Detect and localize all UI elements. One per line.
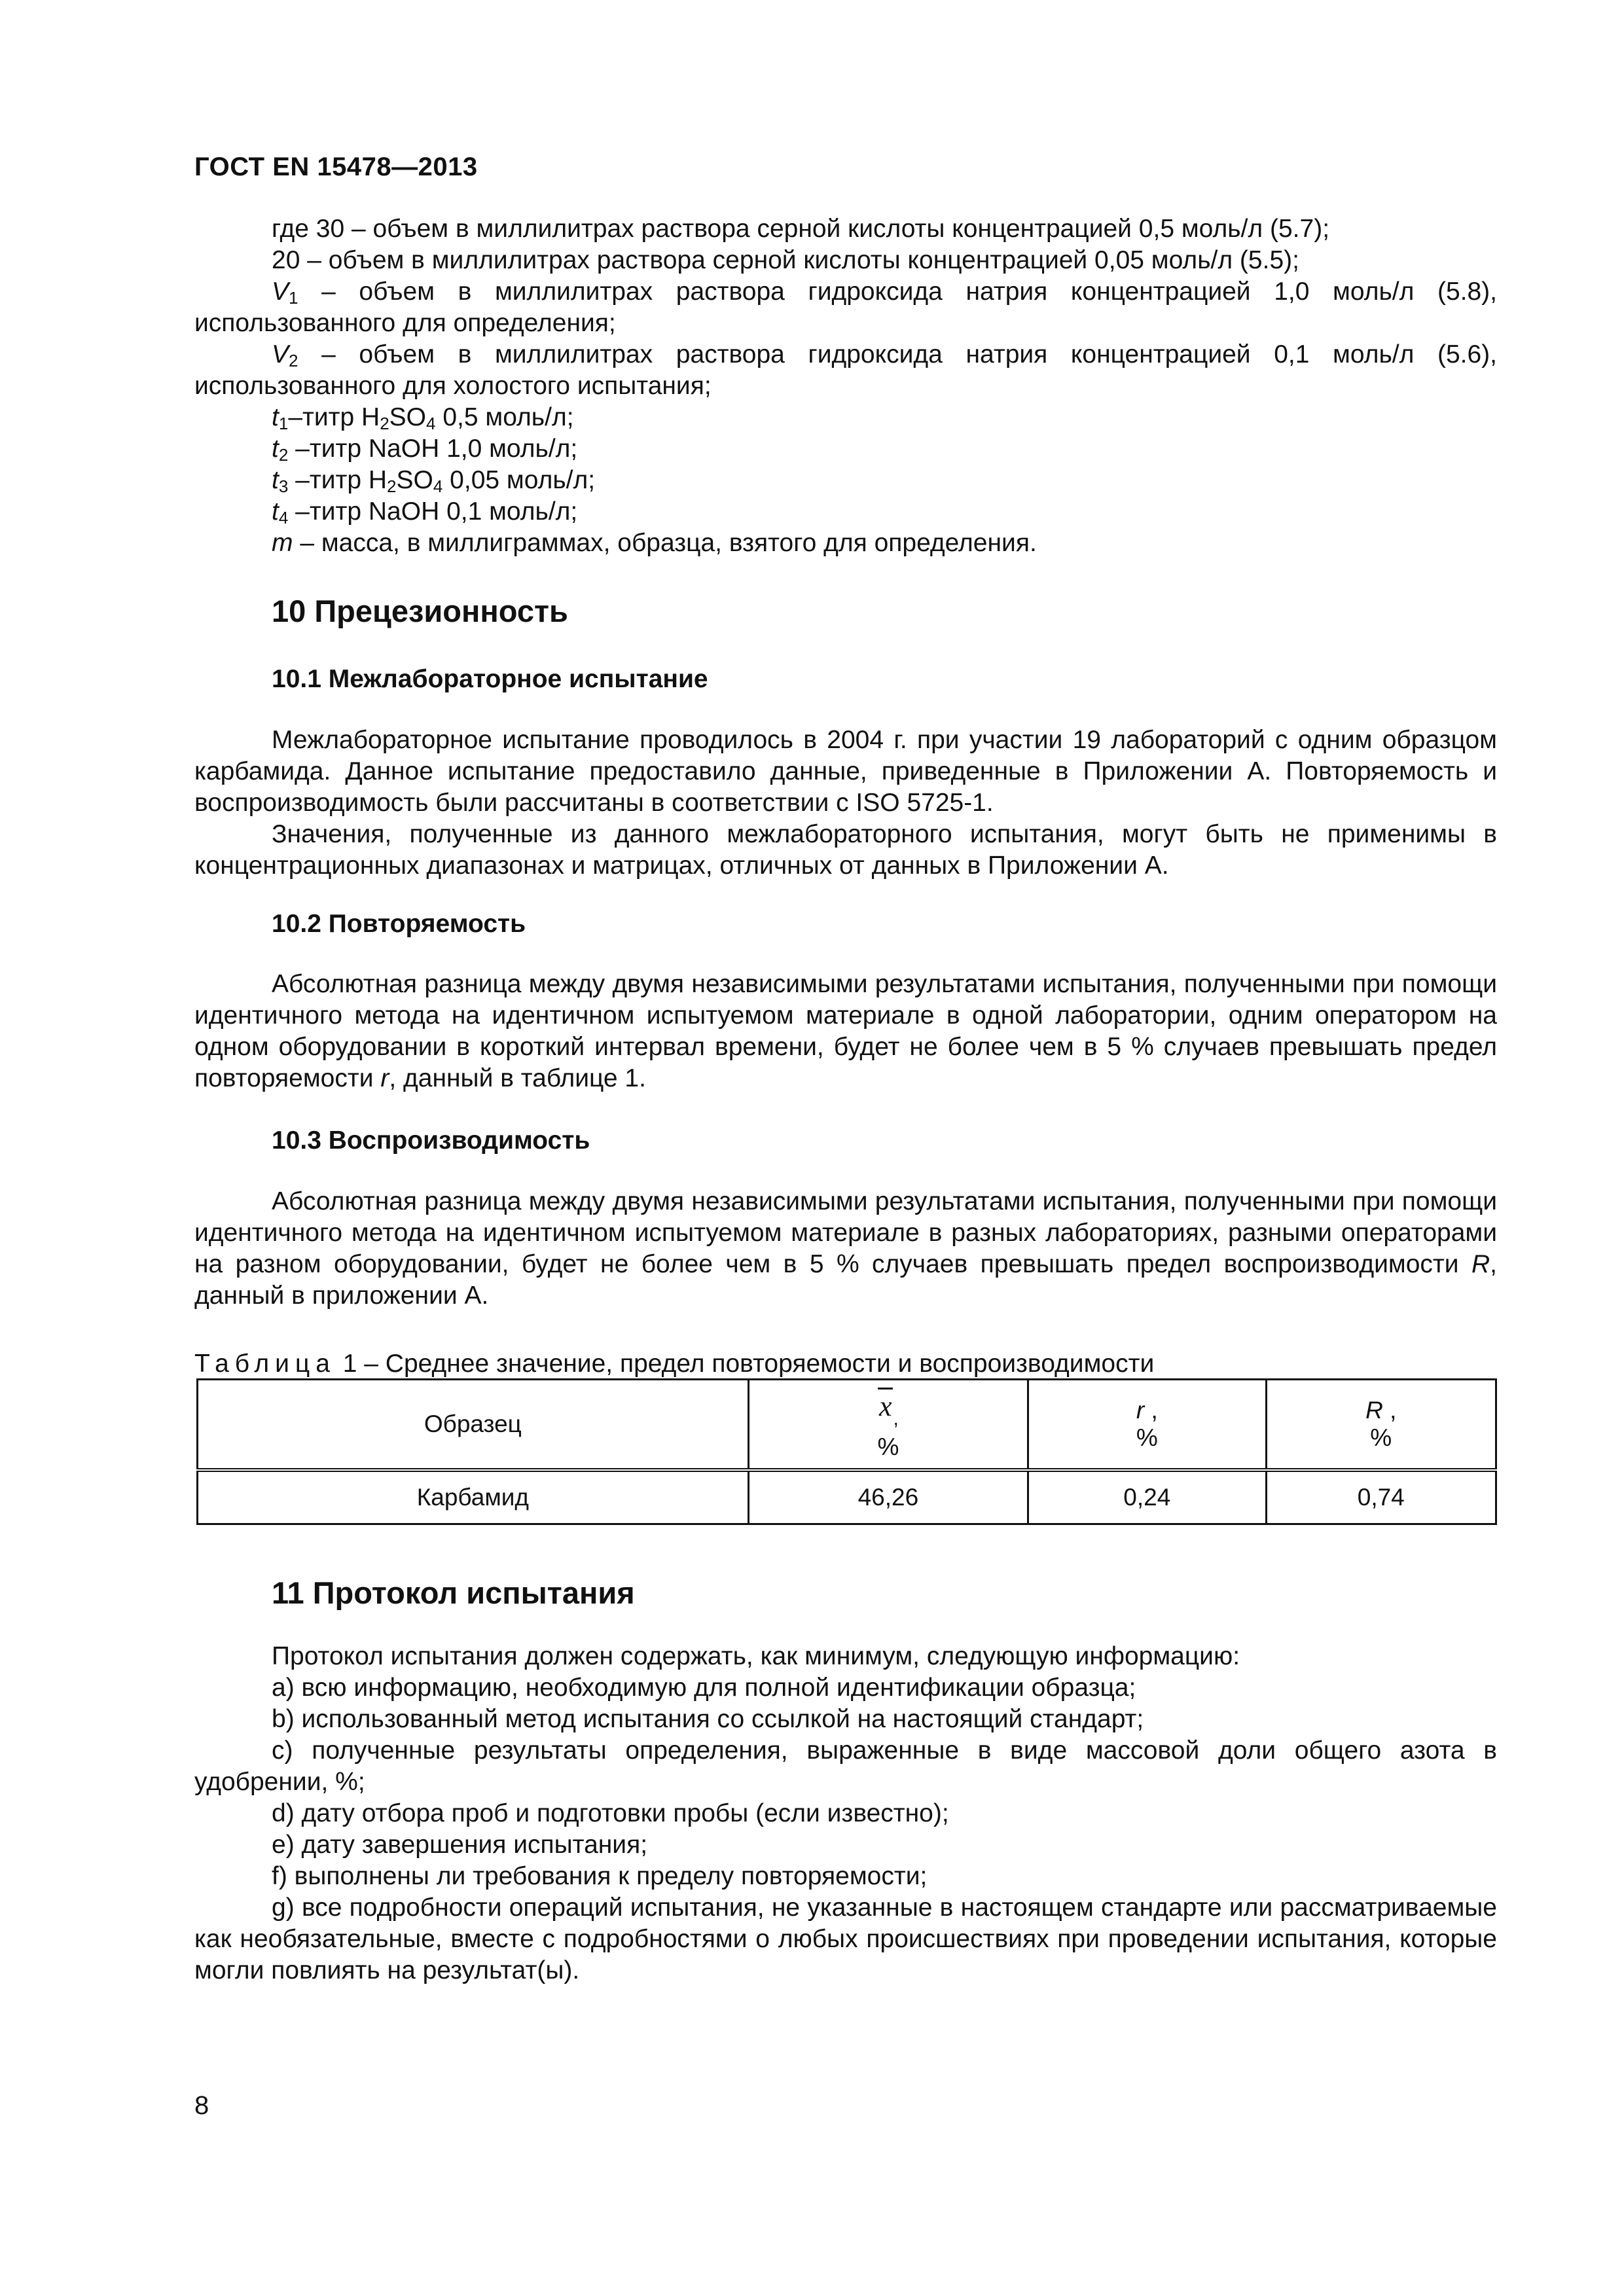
list-item: b) использованный метод испытания со ссылкой на настоящий стандарт; [272, 1705, 1144, 1733]
paragraph: Протокол испытания должен содержать, как минимум, следующую информацию: [272, 1642, 1240, 1670]
section-10-2-body [194, 969, 1497, 1094]
cell-R: 0,74 [1266, 1470, 1496, 1524]
section-11-body [194, 1641, 1497, 1986]
definition-line: где 30 – объем в миллилитрах раствора серной кислоты концентрацией 0,5 моль/л (5.7); [272, 215, 1330, 243]
paragraph: Значения, полученные из данного межлабораторного испытания, могут быть не применимы в концентрационных диапазонах и матрицах, отличных от данных в Приложении А. [194, 820, 1497, 880]
section-11-title: 11 Протокол испытания [272, 1575, 635, 1610]
header-mean: $x_,$ % [748, 1380, 1028, 1471]
section-10-1-body [194, 725, 1497, 882]
table-row [198, 1470, 1496, 1524]
table-header-row [198, 1380, 1496, 1471]
document-header: ГОСТ EN 15478—2013 [194, 152, 478, 181]
section-10-1-title: 10.1 Межлабораторное испытание [272, 665, 708, 693]
cell-mean: 46,26 [748, 1470, 1028, 1524]
page-number: 8 [194, 2091, 209, 2120]
paragraph: Абсолютная разница между двумя независимыми результатами испытания, полученными при помощи идентичного метода на идентичном испытуемом материале в одной лаборатории, одним оператором на одном оборудовании в короткий интервал времени, будет не более чем в 5 % случаев превышать предел повторяемости r, данный в таблице 1. [194, 970, 1497, 1092]
header-r: r , % [1028, 1380, 1266, 1471]
definition-m: m – масса, в миллиграммах, образца, взятого для определения. [272, 529, 1037, 557]
xbar-symbol: x [878, 1388, 893, 1421]
list-item: c) полученные результаты определения, выраженные в виде массовой доли общего азота в удобрении, %; [194, 1736, 1497, 1796]
definition-v2: $V_2$ – объем в миллилитрах раствора гидроксида натрия концентрацией 0,1 моль/л (5.6), использованного для холостого испытания; [194, 340, 1497, 400]
definition-t1: $t_1$–титр $H_2SO_4$ 0,5 моль/л; [272, 403, 574, 433]
table-caption: Таблица 1 – Среднее значение, предел повторяемости и воспроизводимости [194, 1350, 1155, 1378]
paragraph: Межлабораторное испытание проводилось в 2004 г. при участии 19 лабораторий с одним образцом карбамида. Данное испытание предоставило данные, приведенные в Приложении А. Повторяемость и воспроизводимость были рассчитаны в соответствии с ISO 5725-1. [194, 726, 1497, 817]
definitions-block [194, 213, 1497, 559]
list-item: e) дату завершения испытания; [272, 1831, 648, 1859]
precision-table [196, 1378, 1497, 1525]
header-R: R , % [1266, 1380, 1496, 1471]
cell-sample: Карбамид [198, 1470, 749, 1524]
definition-t2: $t_2$ –титр NaOH 1,0 моль/л; [272, 435, 578, 465]
list-item: g) все подробности операций испытания, не указанные в настоящем стандарте или рассматриваемые как необязательные, вместе с подробностями о любых происшествиях при проведении испытания, которые могли повлиять на результат(ы). [194, 1893, 1497, 1984]
list-item: a) всю информацию, необходимую для полной идентификации образца; [272, 1674, 1136, 1702]
header-sample: Образец [198, 1380, 749, 1471]
section-10-3-title: 10.3 Воспроизводимость [272, 1126, 590, 1155]
section-10-2-title: 10.2 Повторяемость [272, 910, 526, 938]
section-10-3-body [194, 1186, 1497, 1312]
list-item: d) дату отбора проб и подготовки пробы (если известно); [272, 1799, 949, 1827]
paragraph: Абсолютная разница между двумя независимыми результатами испытания, полученными при помощи идентичного метода на идентичном испытуемом материале в разных лабораториях, разными операторами на разном оборудовании, будет не более чем в 5 % случаев превышать предел воспроизводимости R, данный в приложении А. [194, 1187, 1497, 1310]
definition-line: 20 – объем в миллилитрах раствора серной кислоты концентрацией 0,05 моль/л (5.5); [272, 246, 1299, 274]
list-item: f) выполнены ли требования к пределу повторяемости; [272, 1862, 928, 1890]
definition-t4: $t_4$ –титр NaOH 0,1 моль/л; [272, 497, 578, 528]
section-10-title: 10 Прецезионность [272, 594, 568, 628]
definition-t3: $t_3$ –титр $H_2SO_4$ 0,05 моль/л; [272, 466, 596, 496]
definition-v1: $V_1$ – объем в миллилитрах раствора гидроксида натрия концентрацией 1,0 моль/л (5.8), использованного для определения; [194, 278, 1497, 337]
cell-r: 0,24 [1028, 1470, 1266, 1524]
